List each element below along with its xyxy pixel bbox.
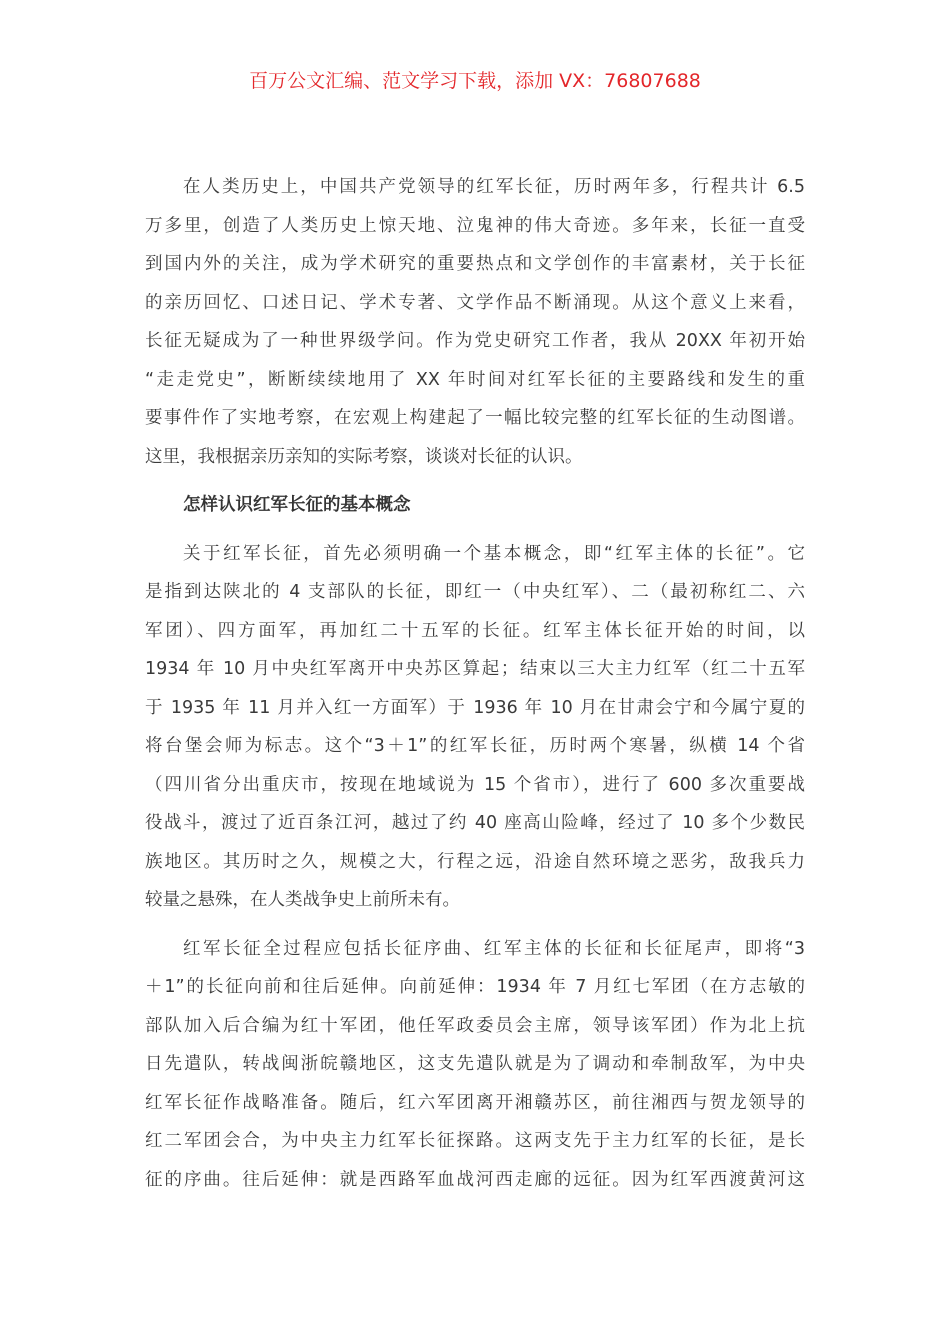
text-line: 红军长征全过程应包括长征序曲、红军主体的长征和长征尾声，即将“3	[183, 938, 805, 959]
text-line: 族地区。其历时之久，规模之大，行程之远，沿途自然环境之恶劣，敌我兵力	[145, 851, 805, 872]
text-line: （四川省分出重庆市，按现在地域说为 15 个省市），进行了 600 多次重要战	[145, 774, 805, 795]
text-line: 役战斗，渡过了近百条江河，越过了约 40 座高山险峰，经过了 10 多个少数民	[145, 813, 805, 833]
paragraph-full-process	[145, 930, 805, 1200]
text-line: 将台堡会师为标志。这个“3＋1”的红军长征，历时两个寒暑，纵横 14 个省	[145, 736, 805, 756]
text-line: 红二军团会合，为中央主力红军长征探路。这两支先于主力红军的长征，是长	[145, 1131, 805, 1151]
text-line: 征的序曲。往后延伸：就是西路军血战河西走廊的远征。因为红军西渡黄河这	[145, 1169, 805, 1190]
text-line: 到国内外的关注，成为学术研究的重要热点和文学创作的丰富素材，关于长征	[145, 254, 805, 274]
text-line: 要事件作了实地考察，在宏观上构建起了一幅比较完整的红军长征的生动图谱。	[145, 408, 805, 428]
text-line: 较量之悬殊，在人类战争史上前所未有。	[145, 890, 460, 910]
section-heading: 怎样认识红军长征的基本概念	[183, 495, 411, 515]
text-line: 军团）、四方面军，再加红二十五军的长征。红军主体长征开始的时间，以	[145, 620, 805, 641]
text-line: 红军长征作战略准备。随后，红六军团离开湘赣苏区，前往湘西与贺龙领导的	[145, 1092, 805, 1113]
text-line: 日先遣队，转战闽浙皖赣地区，这支先遣队就是为了调动和牵制敌军，为中央	[145, 1054, 805, 1074]
text-line: 在人类历史上，中国共产党领导的红军长征，历时两年多，行程共计 6.5	[183, 177, 805, 197]
paragraph-intro	[145, 168, 805, 476]
text-line: 万多里，创造了人类历史上惊天地、泣鬼神的伟大奇迹。多年来，长征一直受	[145, 215, 805, 236]
text-line: 关于红军长征，首先必须明确一个基本概念，即“红军主体的长征”。它	[183, 543, 805, 564]
text-line: 这里，我根据亲历亲知的实际考察，谈谈对长征的认识。	[145, 446, 583, 467]
text-line: 的亲历回忆、口述日记、学术专著、文学作品不断涌现。从这个意义上来看，	[145, 292, 805, 313]
text-line: 长征无疑成为了一种世界级学问。作为党史研究工作者，我从 20XX 年初开始	[145, 331, 805, 351]
paragraph-concept	[145, 535, 805, 920]
text-line: ＋1”的长征向前和往后延伸。向前延伸：1934 年 7 月红七军团（在方志敏的	[145, 977, 805, 997]
text-line: 是指到达陕北的 4 支部队的长征，即红一（中央红军）、二（最初称红二、六	[145, 582, 805, 602]
text-line: “走走党史”，断断续续地用了 XX 年时间对红军长征的主要路线和发生的重	[145, 369, 805, 390]
download-banner: 百万公文汇编、范文学习下载，添加 VX：76807688	[249, 70, 701, 92]
text-line: 于 1935 年 11 月并入红一方面军）于 1936 年 10 月在甘肃会宁和今属宁夏的	[145, 697, 805, 718]
document-body	[145, 168, 805, 1209]
text-line: 1934 年 10 月中央红军离开中央苏区算起；结束以三大主力红军（红二十五军	[145, 659, 805, 679]
text-line: 部队加入后合编为红十军团，他任军政委员会主席，领导该军团）作为北上抗	[145, 1015, 805, 1036]
